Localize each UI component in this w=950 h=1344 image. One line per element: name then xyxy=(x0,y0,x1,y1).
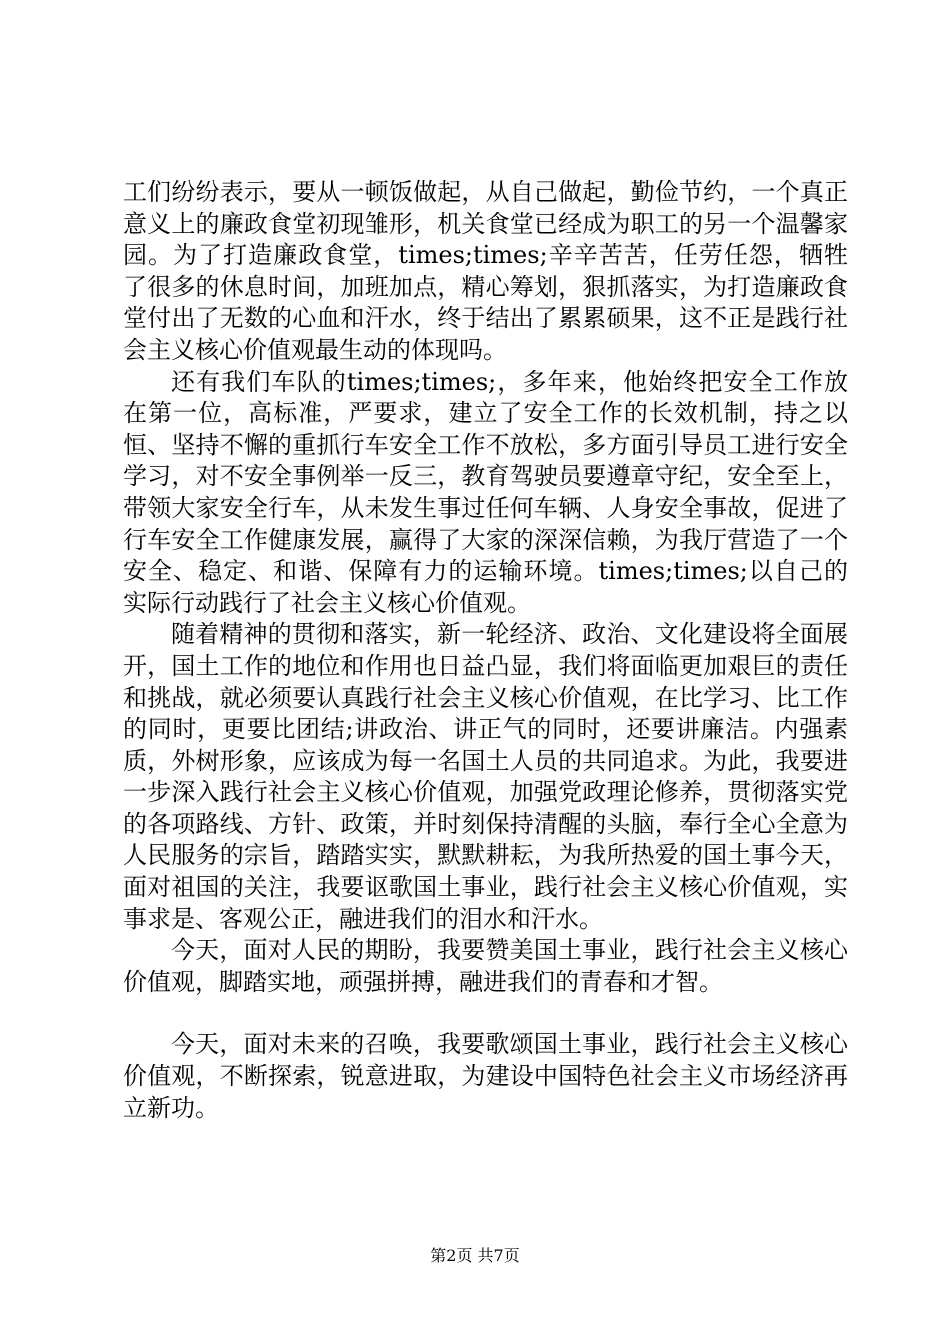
paragraph-people-expectation: 今天，面对人民的期盼，我要赞美国土事业，践行社会主义核心价值观，脚踏实地，顽强拼搏，融进我们的青春和才智。 xyxy=(123,936,848,996)
paragraph-motorcade: 还有我们车队的times;times;，多年来，他始终把安全工作放在第一位，高标准，严要求，建立了安全工作的长效机制，持之以恒、坚持不懈的重抓行车安全工作不放松，多方面引导员工进行安全学习，对不安全事例举一反三，教育驾驶员要遵章守纪，安全至上，带领大家安全行车，从未发生事过任何车辆、人身安全事故，促进了行车安全工作健康发展，赢得了大家的深深信赖，为我厅营造了一个安全、稳定、和谐、保障有力的运输环境。times;times;以自己的实际行动践行了社会主义核心价值观。 xyxy=(123,367,848,617)
paragraph-land-work: 随着精神的贯彻和落实，新一轮经济、政治、文化建设将全面展开，国土工作的地位和作用也日益凸显，我们将面临更加艰巨的责任和挑战，就必须要认真践行社会主义核心价值观，在比学习、比工作的同时，更要比团结;讲政治、讲正气的同时，还要讲廉洁。内强素质，外树形象，应该成为每一名国土人员的共同追求。为此，我要进一步深入践行社会主义核心价值观，加强党政理论修养，贯彻落实党的各项路线、方针、政策，并时刻保持清醒的头脑，奉行全心全意为人民服务的宗旨，踏踏实实，默默耕耘，为我所热爱的国土事今天，面对祖国的关注，我要讴歌国土事业，践行社会主义核心价值观，实事求是、客观公正，融进我们的泪水和汗水。 xyxy=(123,620,848,933)
paragraph-continued: 工们纷纷表示，要从一顿饭做起，从自己做起，勤俭节约，一个真正意义上的廉政食堂初现雏形，机关食堂已经成为职工的另一个温馨家园。为了打造廉政食堂，times;times;辛辛苦苦，任劳任怨，牺牲了很多的休息时间，加班加点，精心筹划，狠抓落实，为打造廉政食堂付出了无数的心血和汗水，终于结出了累累硕果，这不正是践行社会主义核心价值观最生动的体现吗。 xyxy=(123,178,848,364)
paragraph-future-call: 今天，面对未来的召唤，我要歌颂国土事业，践行社会主义核心价值观，不断探索，锐意进取，为建设中国特色社会主义市场经济再立新功。 xyxy=(123,1030,848,1122)
page-footer: 第2页 共7页 xyxy=(430,1246,520,1265)
document-body xyxy=(123,177,848,1124)
